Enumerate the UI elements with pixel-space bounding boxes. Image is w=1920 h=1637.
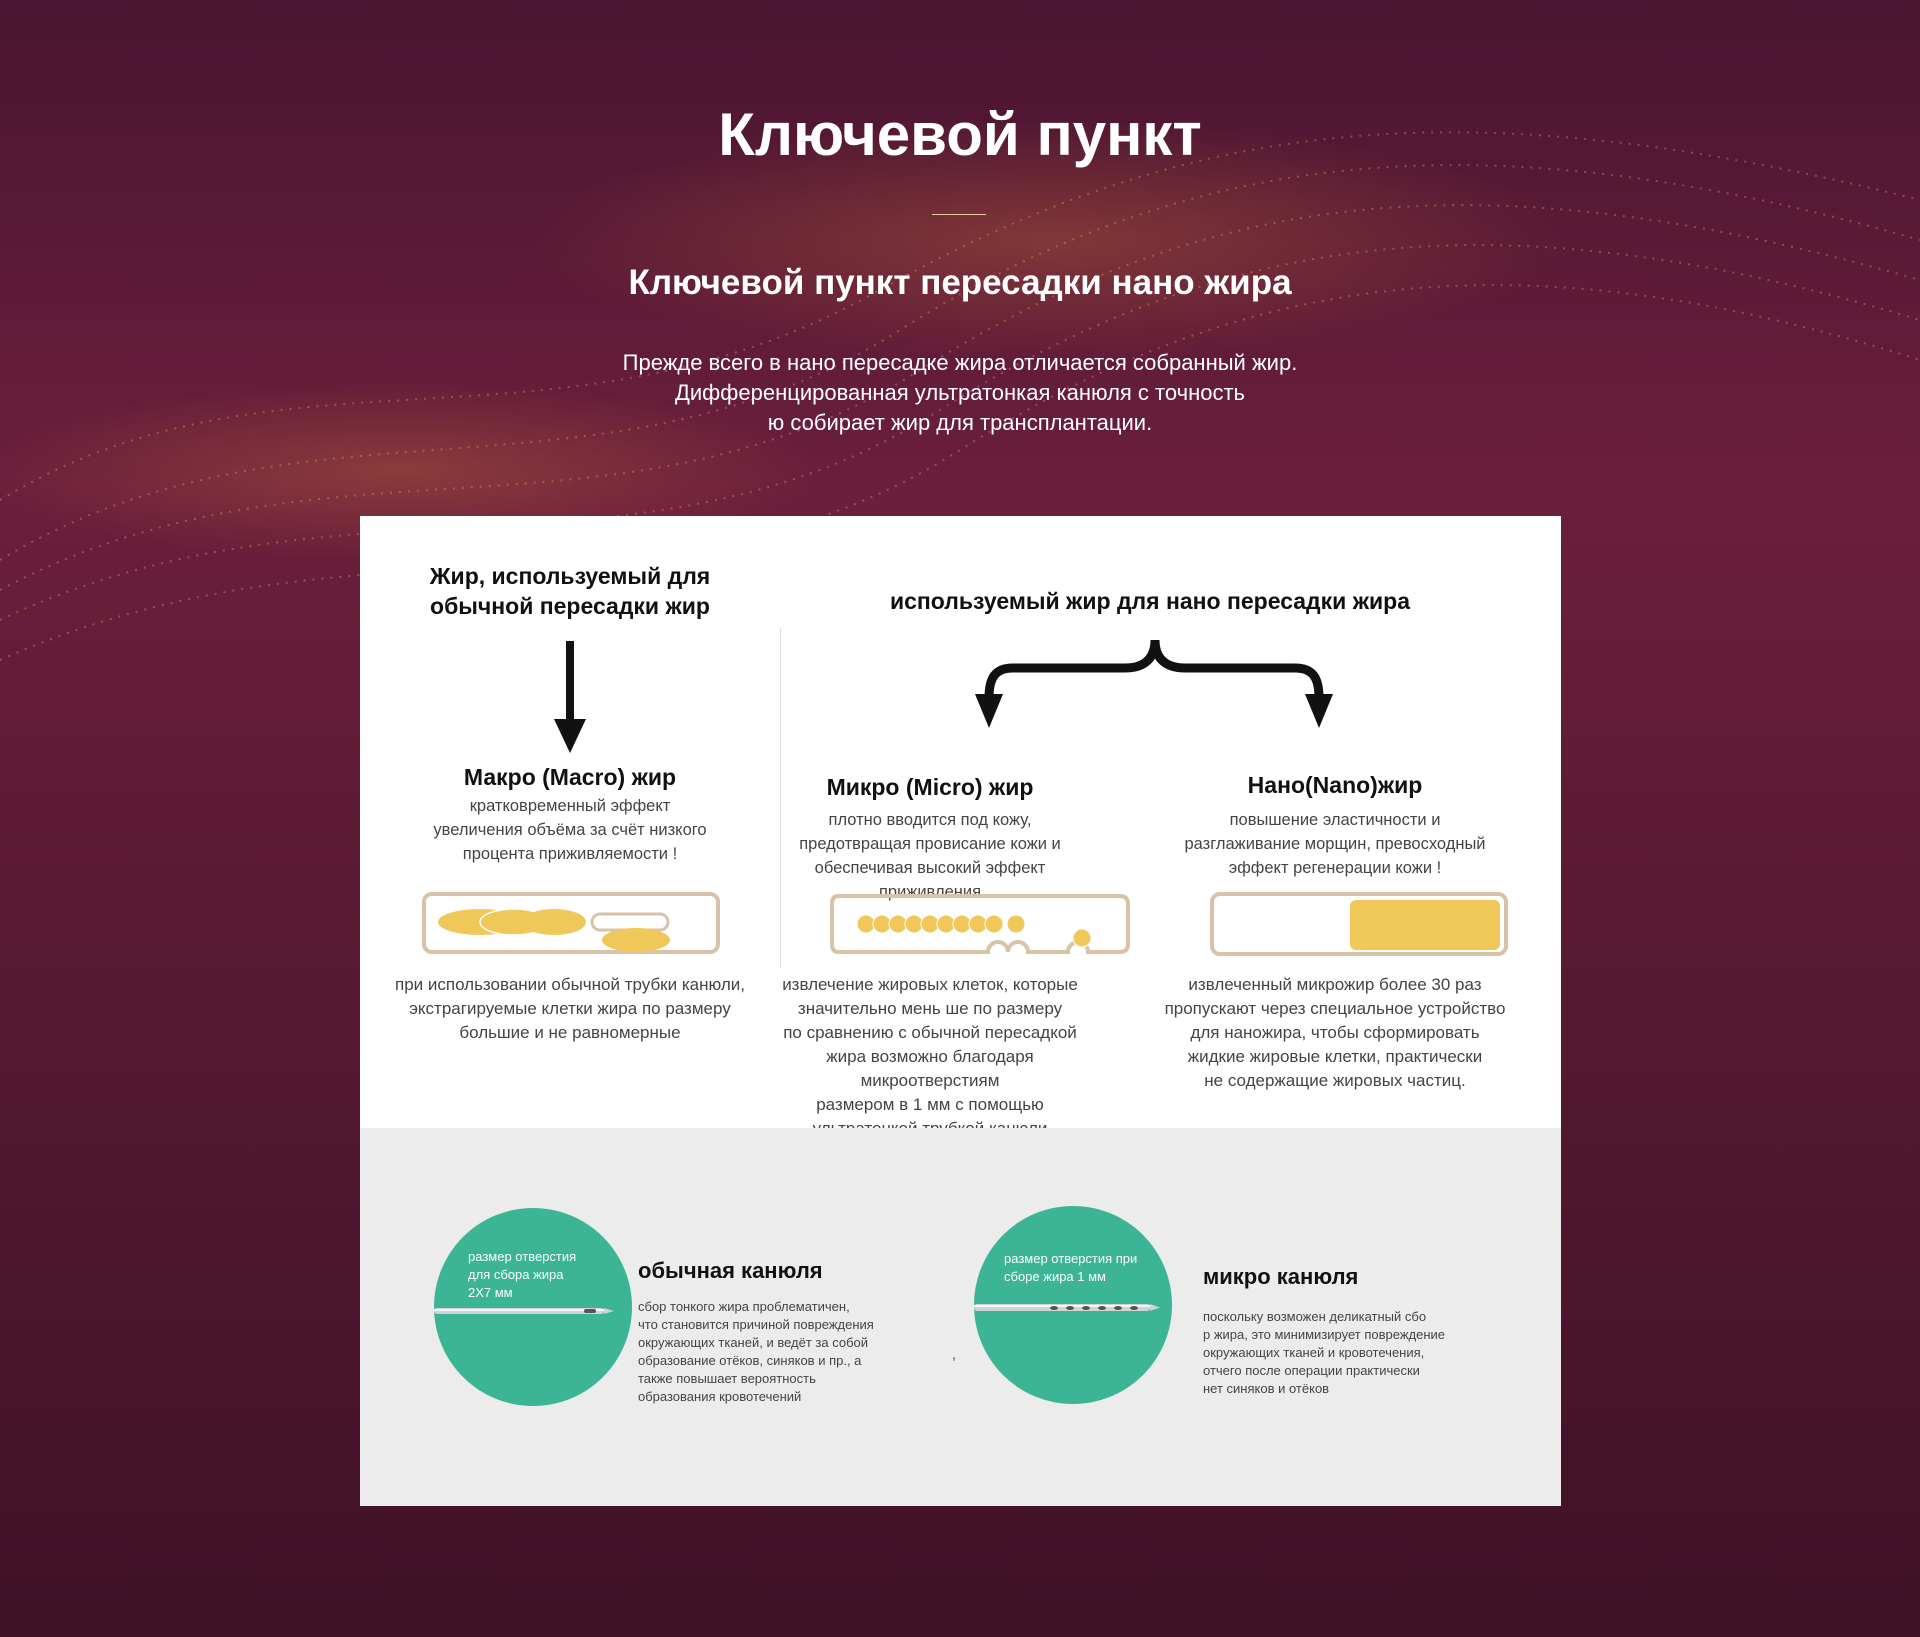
nano-fat-fill	[1350, 900, 1500, 950]
caption-line: пропускают через специальное устройство	[1164, 999, 1506, 1018]
micro-fat-description	[770, 808, 1090, 904]
micro-cannula-illustration	[830, 894, 1132, 958]
nano-cannula-illustration	[1210, 892, 1510, 958]
desc-line: сбор тонкого жира проблематичен,	[638, 1299, 850, 1314]
nano-fat-description	[1150, 808, 1520, 880]
desc-line: р жира, это минимизирует повреждение	[1203, 1327, 1446, 1342]
macro-fat-title: Макро (Macro) жир	[463, 764, 677, 790]
info-panel	[360, 516, 1561, 1506]
caption-line: извлечение жировых клеток, которые	[782, 975, 1078, 994]
caption-line: для наножира, чтобы сформировать	[1190, 1023, 1480, 1042]
label-line: размер отверстия при	[1004, 1251, 1138, 1266]
desc-line: разглаживание морщин, превосходный	[1184, 835, 1486, 853]
normal-cannula-photo	[434, 1208, 632, 1406]
branching-arrows-icon	[965, 638, 1345, 738]
normal-cannula-title: обычная канюля	[638, 1258, 823, 1283]
hole-size-label	[468, 1248, 618, 1302]
down-arrow-icon	[550, 641, 590, 756]
nano-fat-title: Нано(Nano)жир	[1247, 772, 1423, 798]
label-line: 2X7 мм	[468, 1285, 513, 1300]
caption-line: жидкие жировые клетки, практически	[1187, 1047, 1483, 1066]
desc-line: увеличения объёма за счёт низкого	[433, 821, 707, 839]
desc-line: повышение эластичности и	[1229, 811, 1441, 829]
desc-line: образование отёков, синяков и пр., а	[638, 1353, 862, 1368]
separator-mark: ,	[952, 1346, 956, 1362]
desc-line: предотвращая провисание кожи и	[799, 835, 1061, 853]
label-line: размер отверстия	[468, 1249, 577, 1264]
nano-caption	[1150, 973, 1520, 1093]
heading-line: обычной пересадки жир	[430, 593, 710, 619]
caption-line: значительно мень ше по размеру	[797, 999, 1063, 1018]
normal-cannula-description	[638, 1298, 918, 1406]
label-line: для сбора жира	[468, 1267, 564, 1282]
regular-fat-heading	[400, 561, 740, 621]
desc-line: что становится причиной повреждения	[638, 1317, 874, 1332]
title-divider	[932, 214, 986, 215]
needle-icon	[974, 1298, 1172, 1318]
caption-line: большие и не равномерные	[459, 1023, 681, 1042]
desc-line: процента приживляемости !	[462, 845, 678, 863]
micro-cannula-title: микро канюля	[1203, 1264, 1359, 1289]
desc-line: плотно вводится под кожу,	[828, 811, 1032, 829]
nano-fat-heading: используемый жир для нано пересадки жира	[889, 588, 1410, 614]
desc-line: нет синяков и отёков	[1203, 1381, 1330, 1396]
lead-line: ю собирает жир для трансплантации.	[767, 410, 1153, 435]
hole-size-label	[1004, 1250, 1164, 1286]
desc-line: поскольку возможен деликатный сбо	[1203, 1309, 1427, 1324]
needle-icon	[434, 1302, 632, 1322]
desc-line: обеспечивая высокий эффект приживления	[814, 859, 1046, 901]
desc-line: кратковременный эффект	[469, 797, 671, 815]
desc-line: также повышает вероятность	[638, 1371, 816, 1386]
macro-caption	[380, 973, 760, 1045]
label-line: сборе жира 1 мм	[1004, 1269, 1106, 1284]
desc-line: окружающих тканей и кровотечения,	[1203, 1345, 1425, 1360]
lead-line: Прежде всего в нано пересадке жира отличается собранный жир.	[622, 350, 1298, 375]
caption-line: извлеченный микрожир более 30 раз	[1188, 975, 1482, 994]
micro-cannula-description	[1203, 1308, 1483, 1398]
desc-line: окружающих тканей, и ведёт за собой	[638, 1335, 869, 1350]
desc-line: отчего после операции практически	[1203, 1363, 1420, 1378]
cannula-comparison-section	[360, 1128, 1561, 1506]
caption-line: размером в 1 мм с помощью	[816, 1095, 1044, 1114]
caption-line: по сравнению с обычной пересадкой	[783, 1023, 1077, 1042]
heading-line: Жир, используемый для	[429, 563, 711, 589]
caption-line: при использовании обычной трубки канюли,	[394, 975, 746, 994]
micro-caption	[760, 973, 1100, 1141]
micro-cannula-photo	[974, 1206, 1172, 1404]
desc-line: эффект регенерации кожи !	[1228, 859, 1442, 877]
caption-line: экстрагируемые клетки жира по размеру	[409, 999, 731, 1018]
micro-fat-title: Микро (Micro) жир	[826, 774, 1034, 800]
lead-paragraph	[460, 348, 1460, 438]
desc-line: образования кровотечений	[638, 1389, 802, 1404]
fat-cell	[522, 909, 586, 935]
macro-cannula-illustration	[422, 892, 722, 956]
lead-line: Дифференцированная ультратонкая канюля с точность	[674, 380, 1246, 405]
fat-cell	[602, 928, 670, 952]
section-subtitle: Ключевой пункт пересадки нано жира	[628, 263, 1292, 302]
macro-fat-description	[390, 794, 750, 866]
fat-comparison-section	[360, 516, 1561, 1128]
page-title: Ключевой пункт	[718, 101, 1202, 168]
caption-line: не содержащие жировых частиц.	[1204, 1071, 1466, 1090]
caption-line: жира возможно благодаря микроотверстиям	[826, 1047, 1034, 1090]
